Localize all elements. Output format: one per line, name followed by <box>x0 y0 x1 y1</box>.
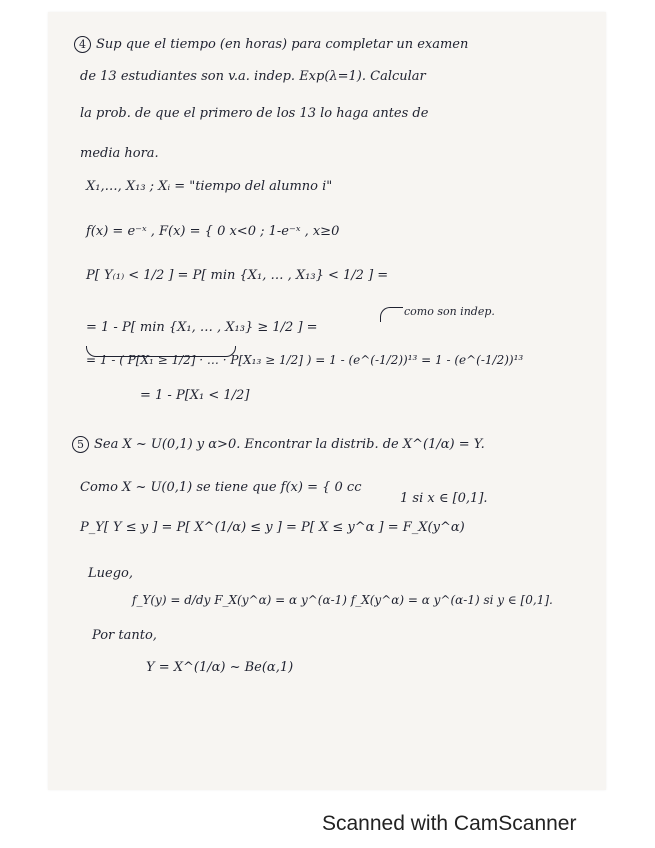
problem-5-cdf: P_Y[ Y ≤ y ] = P[ X^(1/α) ≤ y ] = P[ X ≤ y^α ] = F_X(y^α) <box>80 520 465 535</box>
camscanner-watermark: Scanned with CamScanner <box>322 812 577 835</box>
problem-4-statement-3: la prob. de que el primero de los 13 lo haga antes de <box>80 106 429 121</box>
problem-5-conclusion: Y = X^(1/α) ~ Be(α,1) <box>146 660 294 675</box>
problem-5-number: 5 <box>72 436 89 453</box>
problem-5-uniform-density: Como X ~ U(0,1) se tiene que f(x) = { 0 cc <box>80 480 362 495</box>
problem-4-number: 4 <box>74 36 91 53</box>
scanned-page <box>48 12 606 790</box>
problem-5-por-tanto: Por tanto, <box>92 628 157 643</box>
problem-5-line-1 <box>72 436 485 453</box>
problem-4-statement-2: de 13 estudiantes son v.a. indep. Exp(λ=1). Calcular <box>80 69 426 84</box>
problem-4-step-1: P[ Y₍₁₎ < 1/2 ] = P[ min {X₁, … , X₁₃} < 1/2 ] = <box>86 268 389 283</box>
problem-4-statement-4: media hora. <box>80 146 159 161</box>
problem-4-step-2: = 1 - P[ min {X₁, … , X₁₃} ≥ 1/2 ] = <box>86 320 318 335</box>
problem-4-line-1 <box>74 36 468 53</box>
problem-5-statement: Sea X ~ U(0,1) y α>0. Encontrar la distrib. de X^(1/α) = Y. <box>94 437 485 452</box>
problem-4-statement-1: Sup que el tiempo (en horas) para completar un examen <box>96 37 469 52</box>
problem-4-step-3: = 1 - ( P[X₁ ≥ 1/2] · … · P[X₁₃ ≥ 1/2] ) = 1 - (e^(-1/2))¹³ = 1 - (e^(-1/2))¹³ <box>86 353 524 367</box>
problem-5-luego: Luego, <box>88 566 133 581</box>
underbrace <box>86 346 236 357</box>
problem-4-note: como son indep. <box>404 305 495 318</box>
problem-4-density: f(x) = e⁻ˣ , F(x) = { 0 x<0 ; 1-e⁻ˣ , x≥0 <box>86 224 340 239</box>
problem-4-variables: X₁,…, X₁₃ ; Xᵢ = "tiempo del alumno i" <box>86 179 333 194</box>
problem-5-density-derivation: f_Y(y) = d/dy F_X(y^α) = α y^(α-1) f_X(y^α) = α y^(α-1) si y ∈ [0,1]. <box>132 593 553 607</box>
problem-4-step-4: = 1 - P[X₁ < 1/2] <box>140 388 250 403</box>
problem-5-uniform-density-cont: 1 si x ∈ [0,1]. <box>400 491 488 506</box>
note-arrow <box>380 307 403 322</box>
